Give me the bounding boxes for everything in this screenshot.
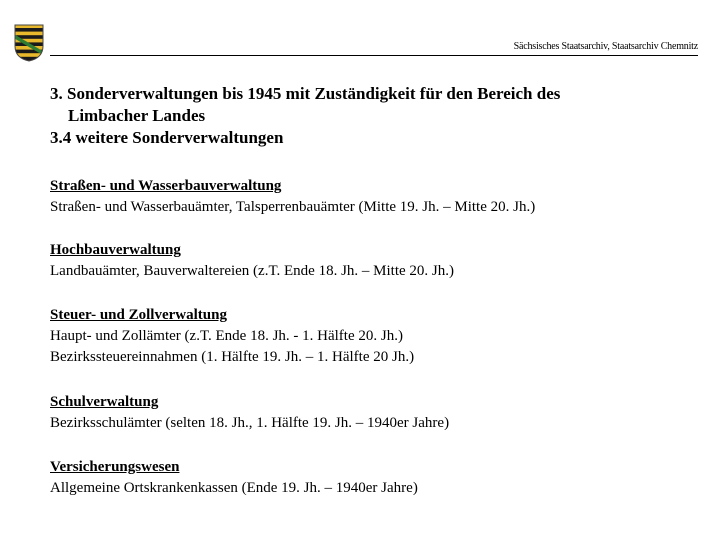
section-line: Bezirksschulämter (selten 18. Jh., 1. Hälfte 19. Jh. – 1940er Jahre) <box>50 415 450 431</box>
archive-name: Sächsisches Staatsarchiv, Staatsarchiv Chemnitz <box>513 41 698 52</box>
section-line: Bezirkssteuereinnahmen (1. Hälfte 19. Jh. – 1. Hälfte 20 Jh.) <box>50 349 415 365</box>
page-title <box>50 83 690 149</box>
section-heading: Hochbauverwaltung <box>50 242 181 258</box>
section-versicherungswesen <box>50 457 690 499</box>
title-line-2: Limbacher Landes <box>68 106 206 125</box>
section-strassen-wasserbau <box>50 176 690 218</box>
section-heading: Versicherungswesen <box>50 459 180 475</box>
section-steuer-zoll <box>50 305 690 368</box>
saxony-coat-of-arms-icon <box>14 24 44 62</box>
section-line: Straßen- und Wasserbauämter, Talsperrenbauämter (Mitte 19. Jh. – Mitte 20. Jh.) <box>50 199 536 215</box>
section-hochbau <box>50 240 690 282</box>
section-schulverwaltung <box>50 392 690 434</box>
section-heading: Straßen- und Wasserbauverwaltung <box>50 178 282 194</box>
title-line-3: 3.4 weitere Sonderverwaltungen <box>50 128 284 147</box>
section-line: Landbauämter, Bauverwaltereien (z.T. Ende 18. Jh. – Mitte 20. Jh.) <box>50 263 454 279</box>
section-heading: Steuer- und Zollverwaltung <box>50 307 227 323</box>
title-line-1: 3. Sonderverwaltungen bis 1945 mit Zuständigkeit für den Bereich des <box>50 84 561 103</box>
section-heading: Schulverwaltung <box>50 394 159 410</box>
section-line: Allgemeine Ortskrankenkassen (Ende 19. Jh. – 1940er Jahre) <box>50 480 418 496</box>
section-line: Haupt- und Zollämter (z.T. Ende 18. Jh. - 1. Hälfte 20. Jh.) <box>50 328 403 344</box>
header-divider <box>50 55 698 56</box>
